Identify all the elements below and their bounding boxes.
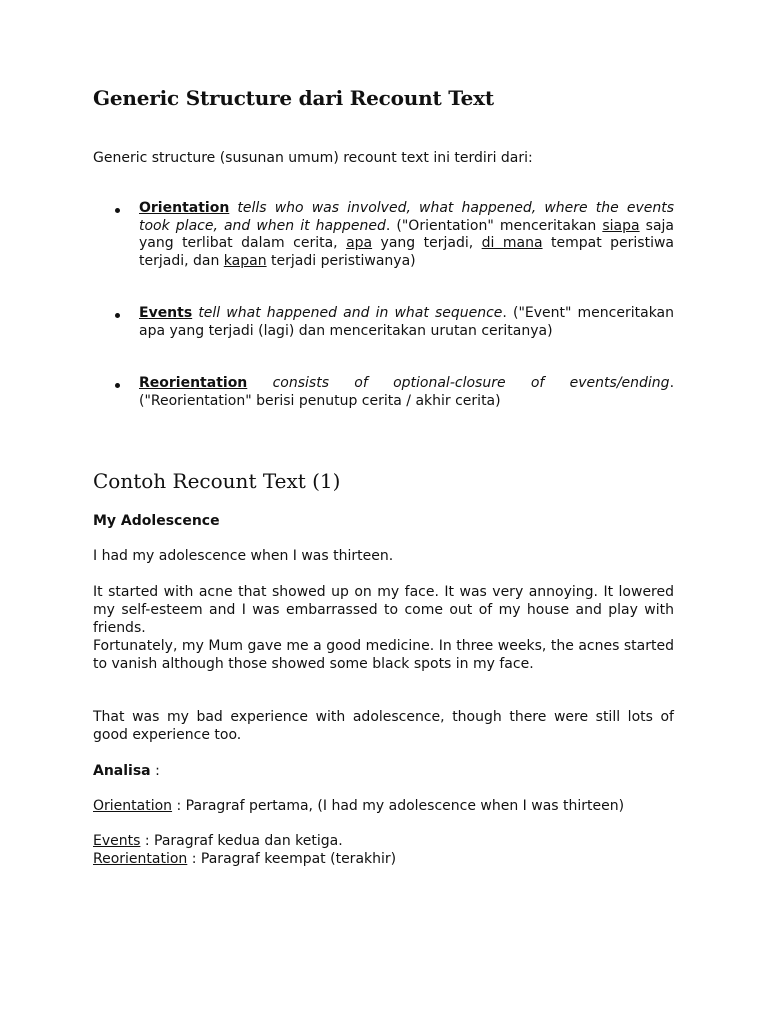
list-item-text [139,200,674,270]
bullet-dot-icon [115,313,120,318]
analysis-colon: : [150,763,160,779]
indonesian-text: tempat peristiwa terjadi, dan [139,235,674,269]
analysis-row-reorientation [93,850,674,868]
analysis-row-orientation [93,797,674,815]
list-item-text [139,305,674,340]
analysis-term: Orientation [93,798,173,814]
english-definition: consists of optional-closure of events/ending [272,375,670,391]
underlined-word-apa: apa [346,235,373,251]
indonesian-text: terjadi peristiwanya) [266,252,416,269]
analysis-term: Reorientation [93,851,188,867]
underlined-word-di-mana: di mana [481,235,543,251]
analysis-row-events [93,832,674,850]
underlined-word-kapan: kapan [223,252,267,269]
story-title: My Adolescence [93,513,220,529]
english-definition: tells who was involved, what happened, where the events took place, and when it happened [139,200,674,234]
term-events: Events [139,305,193,321]
analysis-text: : Paragraf keempat (terakhir) [187,851,397,867]
term-orientation: Orientation [139,200,230,216]
analysis-heading [93,762,674,780]
intro-paragraph: Generic structure (susunan umum) recount text ini terdiri dari: [93,150,533,166]
story-paragraph-2: It started with acne that showed up on my face. It was very annoying. It lowered my self-esteem and I was embarrassed to come out of my house and play with friends. [93,584,674,636]
underlined-word-siapa: siapa [602,217,640,234]
analysis-term: Events [93,833,141,849]
indonesian-text: saja yang terlibat dalam cerita, [139,217,674,251]
indonesian-text: yang terjadi, [372,235,482,251]
indonesian-text: . ("Orientation" menceritakan [385,217,603,234]
english-definition: tell what happened and in what sequence [198,305,503,321]
term-reorientation: Reorientation [139,375,248,391]
story-paragraph-1: I had my adolescence when I was thirteen. [93,548,394,564]
story-paragraph-3: Fortunately, my Mum gave me a good medicine. In three weeks, the acnes started to vanish although those showed some black spots in my face. [93,638,674,672]
page-title: Generic Structure dari Recount Text [93,86,494,110]
story-paragraph-4: That was my bad experience with adolescence, though there were still lots of good experience too. [93,709,674,743]
analysis-text: : Paragraf kedua dan ketiga. [140,833,343,849]
bullet-dot-icon [115,383,120,388]
bullet-dot-icon [115,208,120,213]
analysis-text: : Paragraf pertama, (I had my adolescence when I was thirteen) [172,798,625,814]
indonesian-text: . ("Reorientation" berisi penutup cerita / akhir cerita) [139,375,675,409]
list-item-text [139,375,674,410]
example-heading: Contoh Recount Text (1) [93,469,341,493]
indonesian-text: . ("Event" menceritakan apa yang terjadi (lagi) dan menceritakan urutan ceritanya) [139,305,675,339]
analysis-label: Analisa [93,763,151,779]
